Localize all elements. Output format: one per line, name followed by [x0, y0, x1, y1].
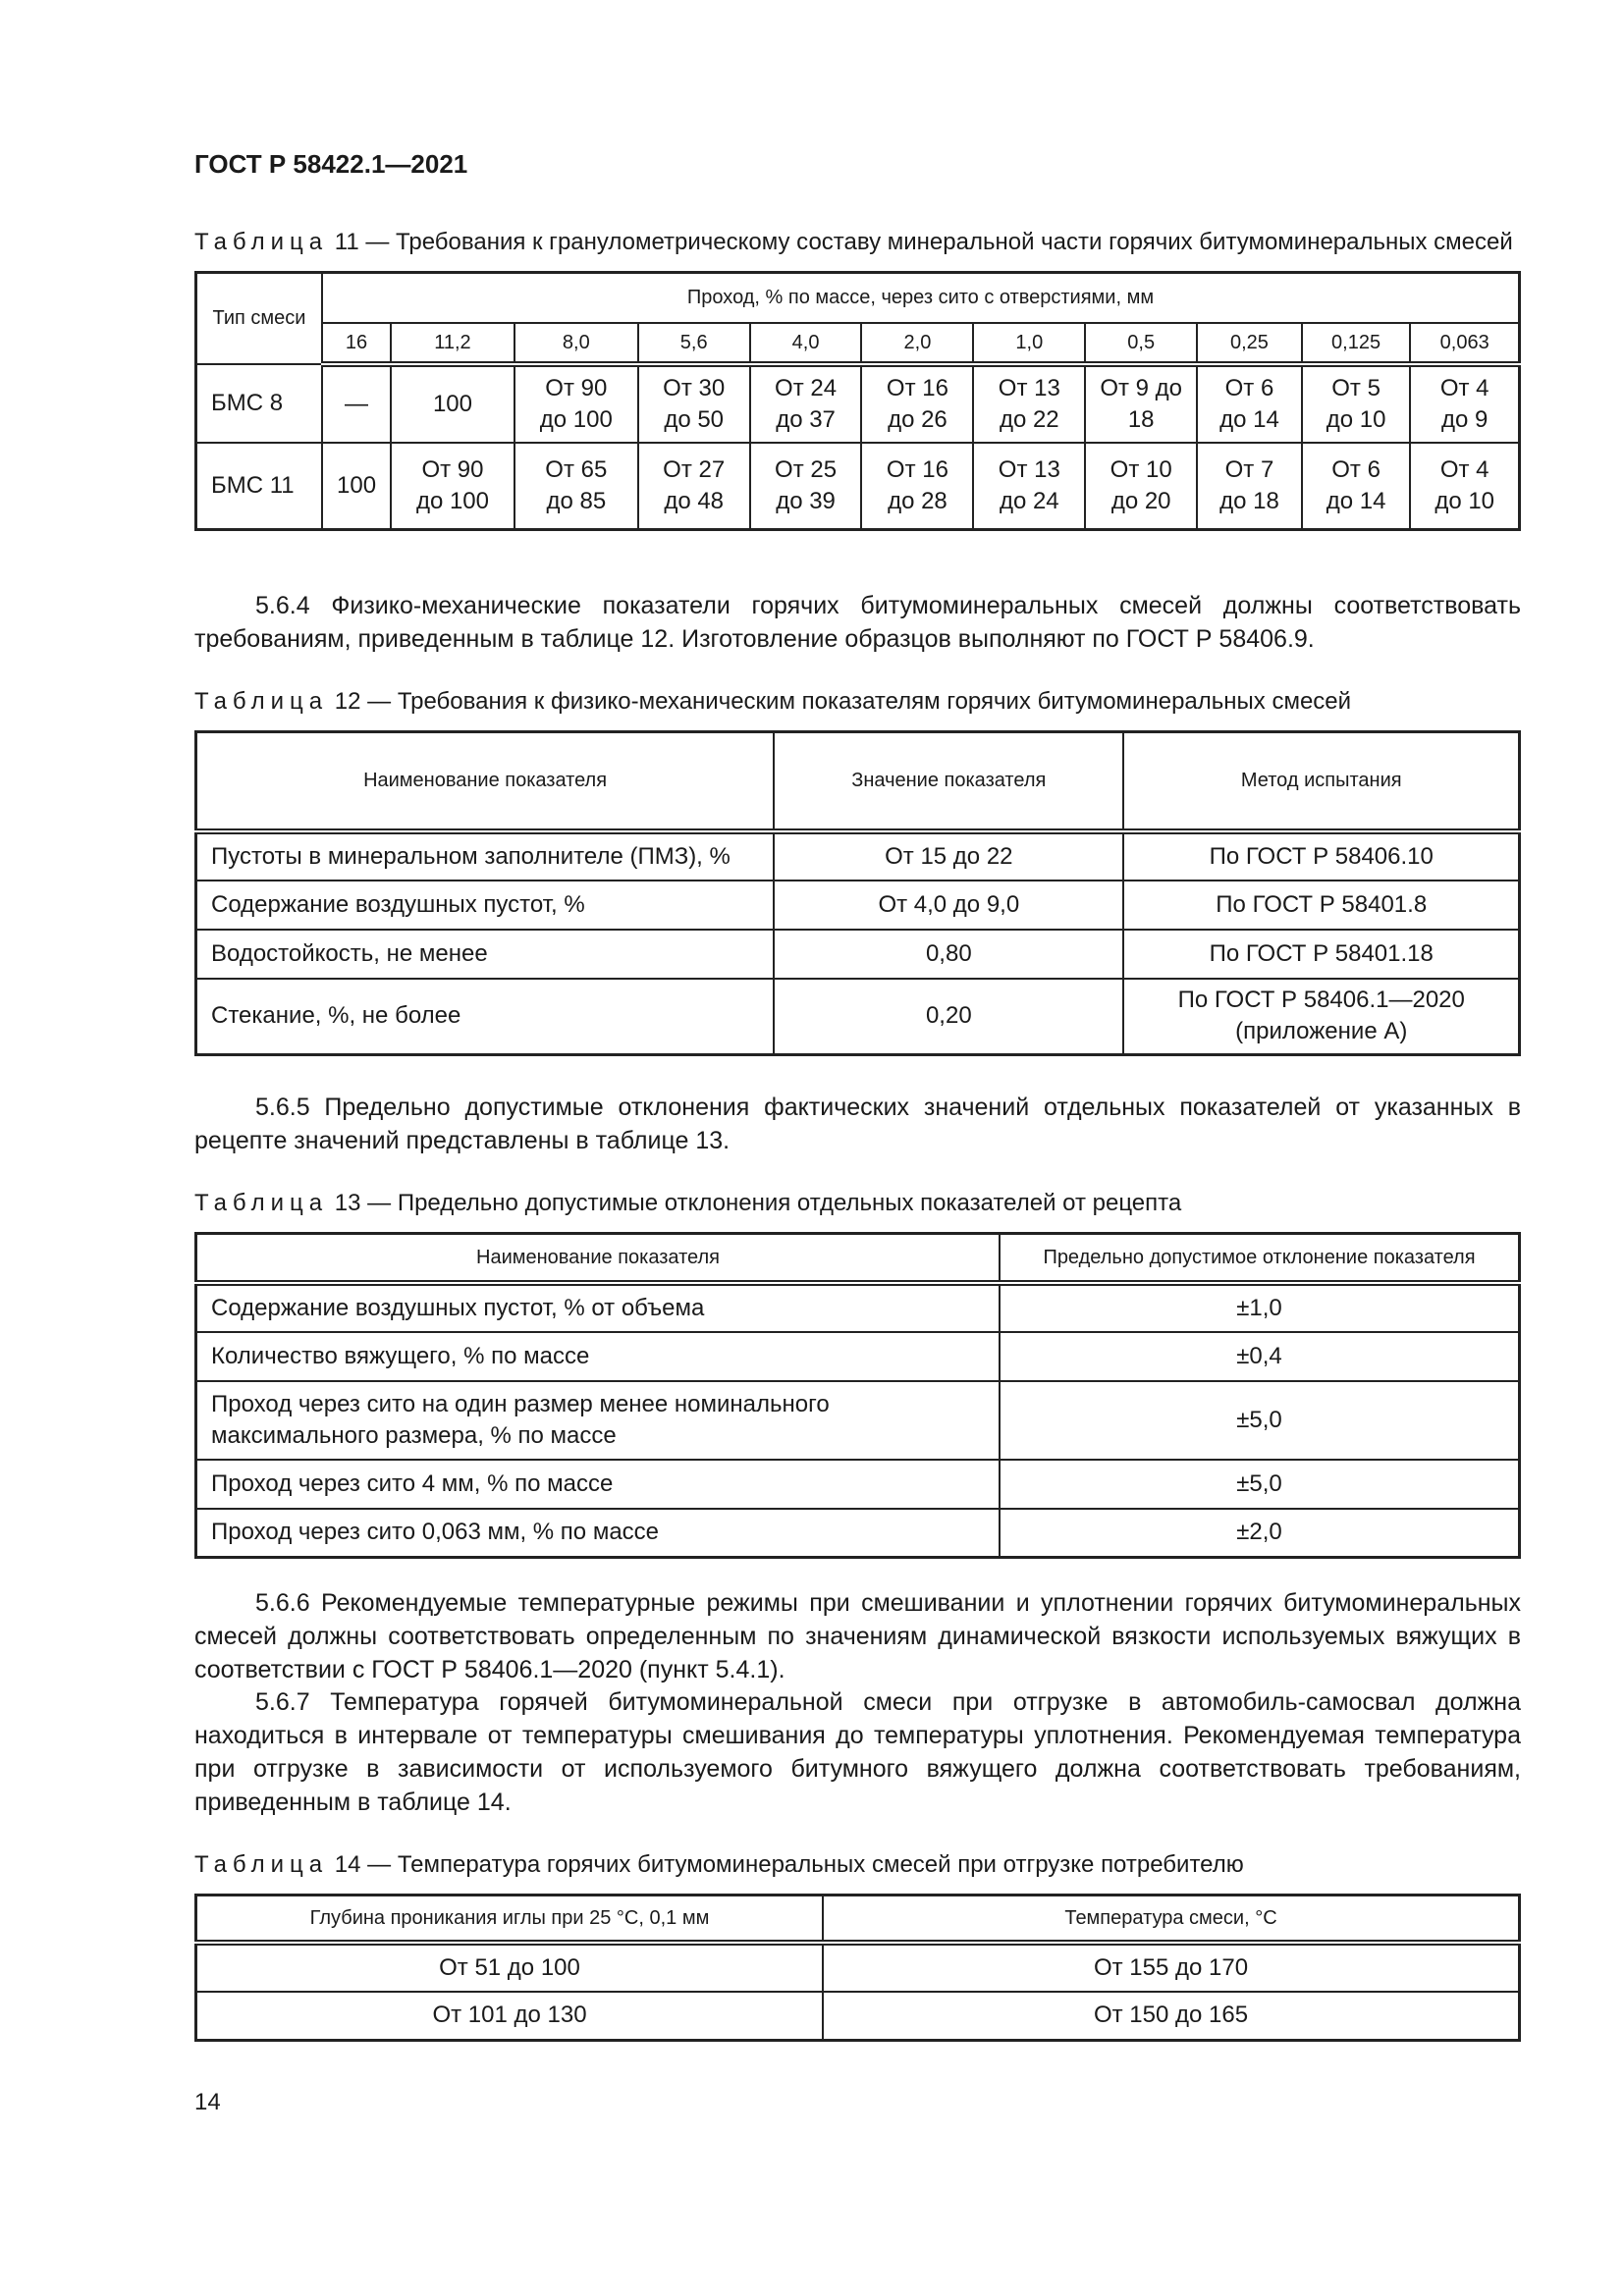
table11-block: [194, 228, 1521, 531]
table12: [194, 730, 1521, 1056]
sieve-value: От 6 до 14: [1197, 364, 1302, 443]
table-header-row: [196, 273, 1520, 323]
sieve-size-header: 0,125: [1302, 323, 1411, 364]
indicator-value: 0,80: [774, 930, 1123, 979]
indicator-value: 0,20: [774, 979, 1123, 1055]
deviation-value: ±2,0: [1000, 1509, 1520, 1558]
caption-text: 13 — Предельно допустимые отклонения отдельных показателей от рецепта: [334, 1190, 1182, 1216]
paragraph-5-6-7: 5.6.7 Температура горячей битумоминеральной смеси при отгрузке в автомобиль-самосвал должна находиться в интервале от температуры смешивания до температуры уплотнения. Рекомендуемая температура при отгрузке в зависимости от используемого битумного вяжущего должна соответствовать требованиям, приведенным в таблице 14.: [194, 1688, 1521, 1816]
sieve-value: 100: [322, 443, 391, 530]
caption-word: Таблица: [194, 229, 329, 255]
sieve-value: От 4 до 9: [1410, 364, 1519, 443]
mix-temperature: От 150 до 165: [823, 1992, 1520, 2041]
indicator-name: Содержание воздушных пустот, %: [196, 881, 775, 930]
table13-block: [194, 1189, 1521, 1559]
sieve-value: От 24 до 37: [750, 364, 862, 443]
table-row: [196, 443, 1520, 530]
paragraph-5-6-4: 5.6.4 Физико-механические показатели горячих битумоминеральных смесей должны соответствовать требованиям, приведенным в таблице 12. Изготовление образцов выполняют по ГОСТ Р 58406.9.: [194, 592, 1521, 653]
caption-word: Таблица: [194, 1851, 329, 1878]
table-header-row: [196, 323, 1520, 364]
table14: [194, 1894, 1521, 2042]
sieve-size-header: 1,0: [973, 323, 1085, 364]
table-row: [196, 831, 1520, 881]
deviation-value: ±0,4: [1000, 1332, 1520, 1381]
test-method: По ГОСТ Р 58401.8: [1123, 881, 1519, 930]
sieve-value: От 9 до 18: [1085, 364, 1197, 443]
table-row: [196, 979, 1520, 1055]
penetration-depth: От 51 до 100: [196, 1943, 824, 1992]
column-header: Значение показателя: [774, 732, 1123, 831]
column-header: Температура смеси, °С: [823, 1896, 1520, 1943]
sieve-value: От 13 до 24: [973, 443, 1085, 530]
column-header: Предельно допустимое отклонение показателя: [1000, 1234, 1520, 1283]
sieve-size-header: 5,6: [638, 323, 750, 364]
paragraph-5-6-5: 5.6.5 Предельно допустимые отклонения фактических значений отдельных показателей от указанных в рецепте значений представлены в таблице 13.: [194, 1094, 1521, 1154]
table-row: [196, 930, 1520, 979]
sieve-value: От 7 до 18: [1197, 443, 1302, 530]
column-header: Наименование показателя: [196, 732, 775, 831]
table-header-row: [196, 732, 1520, 831]
indicator-name: Проход через сито на один размер менее номинального максимального размера, % по массе: [196, 1381, 1001, 1460]
indicator-value: От 4,0 до 9,0: [774, 881, 1123, 930]
indicator-name: Проход через сито 0,063 мм, % по массе: [196, 1509, 1001, 1558]
sieve-value: От 5 до 10: [1302, 364, 1411, 443]
sieve-value: От 16 до 26: [861, 364, 973, 443]
caption-word: Таблица: [194, 688, 329, 715]
deviation-value: ±1,0: [1000, 1283, 1520, 1332]
sieve-group-header: Проход, % по массе, через сито с отверстиями, мм: [322, 273, 1520, 323]
indicator-name: Содержание воздушных пустот, % от объема: [196, 1283, 1001, 1332]
indicator-name: Водостойкость, не менее: [196, 930, 775, 979]
table-row: [196, 881, 1520, 930]
penetration-depth: От 101 до 130: [196, 1992, 824, 2041]
sieve-value: От 30 до 50: [638, 364, 750, 443]
test-method: По ГОСТ Р 58401.18: [1123, 930, 1519, 979]
table-row: [196, 1283, 1520, 1332]
table12-caption: [194, 687, 1521, 717]
indicator-value: От 15 до 22: [774, 831, 1123, 881]
test-method: По ГОСТ Р 58406.10: [1123, 831, 1519, 881]
indicator-name: Пустоты в минеральном заполнителе (ПМЗ), %: [196, 831, 775, 881]
caption-text: 14 — Температура горячих битумоминеральных смесей при отгрузке потребителю: [334, 1851, 1244, 1878]
sieve-value: —: [322, 364, 391, 443]
column-header: Метод испытания: [1123, 732, 1519, 831]
deviation-value: ±5,0: [1000, 1460, 1520, 1509]
caption-word: Таблица: [194, 1190, 329, 1216]
table-row: [196, 364, 1520, 443]
sieve-size-header: 8,0: [514, 323, 638, 364]
sieve-size-header: 2,0: [861, 323, 973, 364]
table13-caption: [194, 1189, 1521, 1218]
sieve-size-header: 0,25: [1197, 323, 1302, 364]
table11-caption: [194, 228, 1521, 257]
sieve-value: От 16 до 28: [861, 443, 973, 530]
table11: [194, 271, 1521, 531]
document-title: ГОСТ Р 58422.1—2021: [194, 149, 468, 179]
sieve-value: От 65 до 85: [514, 443, 638, 530]
sieve-size-header: 4,0: [750, 323, 862, 364]
table-row: [196, 1509, 1520, 1558]
mix-type: БМС 11: [196, 443, 323, 530]
sieve-value: От 6 до 14: [1302, 443, 1411, 530]
table13: [194, 1232, 1521, 1559]
caption-text: 12 — Требования к физико-механическим показателям горячих битумоминеральных смесей: [334, 688, 1352, 715]
type-header: Тип смеси: [196, 273, 323, 364]
table14-caption: [194, 1850, 1521, 1880]
sieve-value: От 4 до 10: [1410, 443, 1519, 530]
test-method: По ГОСТ Р 58406.1—2020 (приложение А): [1123, 979, 1519, 1055]
sieve-size-header: 16: [322, 323, 391, 364]
table-row: [196, 1943, 1520, 1992]
table-header-row: [196, 1234, 1520, 1283]
paragraph-5-6-6: 5.6.6 Рекомендуемые температурные режимы при смешивании и уплотнении горячих битумоминеральных смесей должны соответствовать определенным по значениям динамической вязкости используемых вяжущих в соответствии с ГОСТ Р 58406.1—2020 (пункт 5.4.1).: [194, 1589, 1521, 1683]
table-row: [196, 1460, 1520, 1509]
sieve-value: От 13 до 22: [973, 364, 1085, 443]
sieve-size-header: 11,2: [391, 323, 514, 364]
sieve-value: От 27 до 48: [638, 443, 750, 530]
table-row: [196, 1381, 1520, 1460]
table-row: [196, 1332, 1520, 1381]
sieve-value: От 25 до 39: [750, 443, 862, 530]
sieve-size-header: 0,5: [1085, 323, 1197, 364]
caption-text: 11 — Требования к гранулометрическому составу минеральной части горячих битумоминеральных смесей: [334, 229, 1513, 255]
page-number: 14: [194, 2089, 221, 2115]
sieve-value: От 90 до 100: [514, 364, 638, 443]
indicator-name: Количество вяжущего, % по массе: [196, 1332, 1001, 1381]
table14-block: [194, 1850, 1521, 2042]
indicator-name: Проход через сито 4 мм, % по массе: [196, 1460, 1001, 1509]
column-header: Глубина проникания иглы при 25 °С, 0,1 мм: [196, 1896, 824, 1943]
column-header: Наименование показателя: [196, 1234, 1001, 1283]
table-row: [196, 1992, 1520, 2041]
sieve-value: 100: [391, 364, 514, 443]
sieve-value: От 90 до 100: [391, 443, 514, 530]
indicator-name: Стекание, %, не более: [196, 979, 775, 1055]
deviation-value: ±5,0: [1000, 1381, 1520, 1460]
sieve-value: От 10 до 20: [1085, 443, 1197, 530]
table12-block: [194, 687, 1521, 1056]
table-header-row: [196, 1896, 1520, 1943]
sieve-size-header: 0,063: [1410, 323, 1519, 364]
mix-type: БМС 8: [196, 364, 323, 443]
mix-temperature: От 155 до 170: [823, 1943, 1520, 1992]
